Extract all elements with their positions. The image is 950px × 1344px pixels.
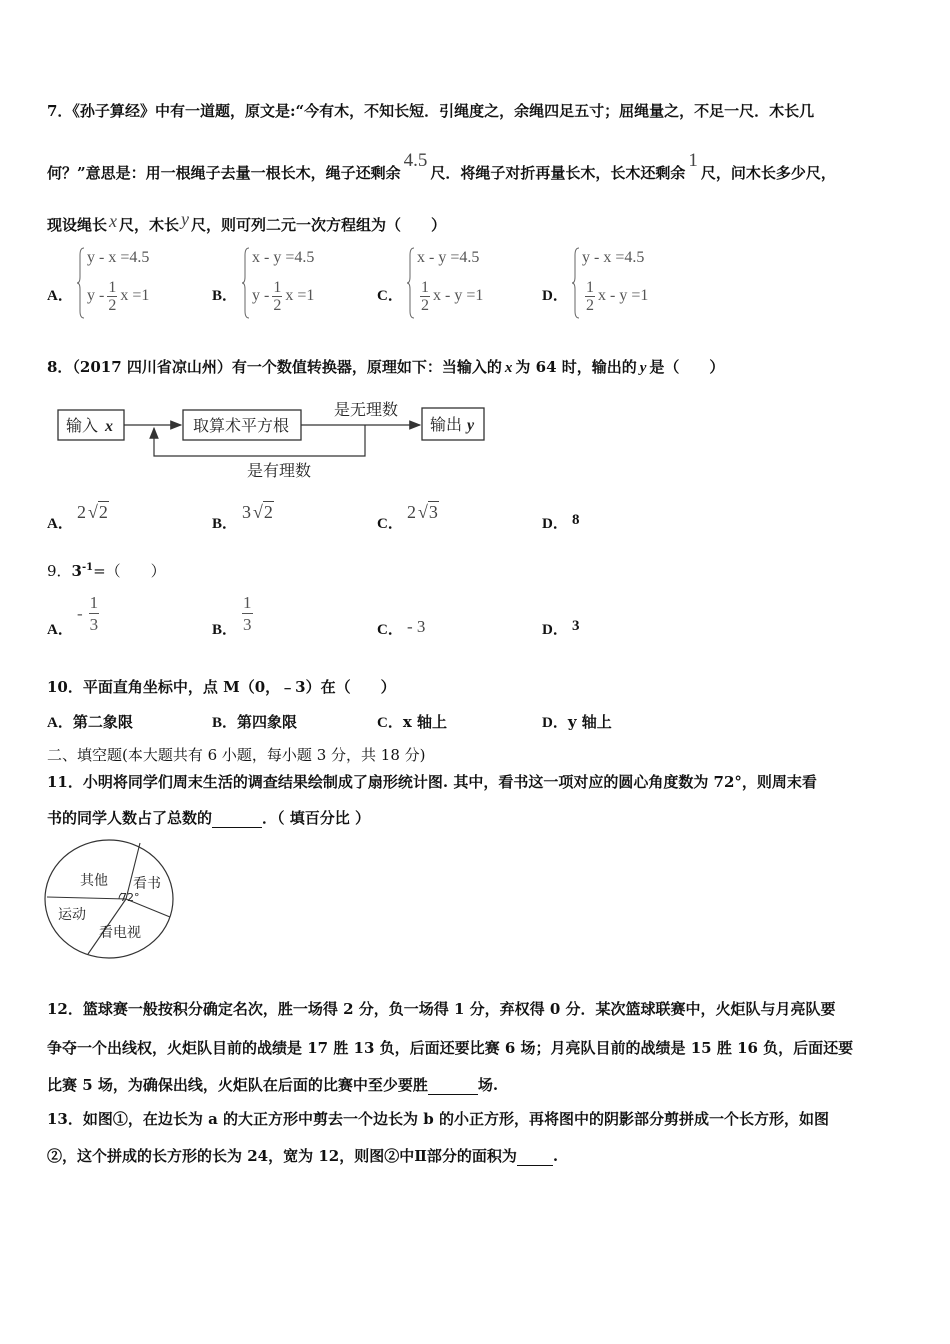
radical-expression: 2 √2 [77, 502, 108, 522]
q7-option-label[interactable]: B． [212, 288, 238, 304]
fraction: $\frac{1}{2}$ [586, 279, 594, 314]
var-y: y [639, 360, 647, 376]
brace-icon [407, 247, 415, 319]
rational-label: 是有理数 [247, 461, 312, 480]
equation-2: y - $\frac{1}{2}$ x =1 [252, 279, 315, 314]
option-value: 3 [572, 618, 580, 634]
output-var: y [467, 417, 475, 434]
fraction: $\frac{1}{2}$ [108, 279, 117, 314]
sqrt-icon: √ [88, 502, 98, 522]
pie-label-sports: 运动 [58, 907, 86, 923]
q13-line2: ②，这个拼成的长方形的长为 24，宽为 12，则图②中Ⅱ部分的面积为 . [47, 1147, 559, 1165]
q11-line1: 11．小明将同学们周末生活的调查结果绘制成了扇形统计图. 其中，看书这一项对应的圆心角度数为 72°，则周末看 [47, 773, 817, 791]
radical-expression: 2 √3 [407, 502, 438, 522]
equation-system [407, 247, 517, 325]
equation-system [77, 247, 187, 325]
var-x: x [504, 360, 513, 376]
q10-stem: 10．平面直角坐标中，点 M（0，﹣3）在（ ） [47, 678, 396, 696]
q8-stem: 8．（2017 四川省凉山州）有一个数值转换器，原理如下：当输入的 x 为 64 时，输出的 y 是（ ） [47, 358, 725, 376]
answer-blank[interactable] [428, 1078, 478, 1095]
q9-option-label[interactable]: B． [212, 622, 238, 638]
q7-line2: 何？”意思是：用一根绳子去量一根长木，绳子还剩余4.5尺．将绳子对折再量长木，长木还剩余1尺，问木长多少尺， [47, 150, 836, 182]
q11-line2: 书的同学人数占了总数的 ．（ 填百分比 ） [47, 809, 370, 827]
pie-label-reading: 看书 [133, 876, 161, 892]
q8-option-label[interactable]: D． [542, 516, 568, 532]
q12-line3: 比赛 5 场，为确保出线，火炬队在后面的比赛中至少要胜 场. [47, 1076, 499, 1094]
section-heading: 二、填空题(本大题共有 6 小题，每小题 3 分，共 18 分) [47, 746, 426, 764]
equation-1: y - x =4.5 [87, 249, 150, 266]
q10-option[interactable]: B．第四象限 [212, 713, 298, 731]
q7-option-label[interactable]: A． [47, 288, 73, 304]
q8-option-label[interactable]: B． [212, 516, 238, 532]
fraction-value: - $\frac{1}{3}$ [77, 593, 99, 634]
irrational-label: 是无理数 [334, 400, 399, 419]
brace-icon [572, 247, 580, 319]
var-x: x [109, 211, 118, 231]
equation-1: x - y =4.5 [417, 249, 480, 266]
pie-label-other: 其他 [80, 873, 108, 889]
q9-option-label[interactable]: C． [377, 622, 403, 638]
brace-icon [242, 247, 250, 319]
q9-stem: 9．$3^{-1}=$（ ） [47, 562, 166, 580]
equation-system [242, 247, 352, 325]
answer-blank[interactable] [212, 811, 262, 828]
q12-line2: 争夺一个出线权，火炬队目前的战绩是 17 胜 13 负，后面还要比赛 6 场；月亮队目前的战绩是 15 胜 16 负，后面还要 [47, 1039, 854, 1057]
sqrt-icon: √ [253, 502, 263, 522]
equation-1: x - y =4.5 [252, 249, 315, 266]
equation-2: $\frac{1}{2}$ x - y =1 [586, 279, 649, 314]
input-var: x [105, 418, 113, 435]
equation-2: $\frac{1}{2}$ x - y =1 [421, 279, 484, 314]
q8-option-label[interactable]: C． [377, 516, 403, 532]
pie-chart [44, 837, 178, 961]
q13-line1: 13．如图①，在边长为 a 的大正方形中剪去一个边长为 b 的小正方形，再将图中的阴影部分剪拼成一个长方形，如图 [47, 1110, 829, 1128]
q9-option-label[interactable]: D． [542, 622, 568, 638]
q10-option[interactable]: A．第二象限 [47, 713, 133, 731]
process-label: 取算术平方根 [193, 416, 290, 435]
q7-option-label[interactable]: C． [377, 288, 403, 304]
q9-option-label[interactable]: A． [47, 622, 73, 638]
converter-flowchart [50, 390, 500, 485]
q7-line1: 7．《孙子算经》中有一道题，原文是:“今有木，不知长短．引绳度之，余绳四足五寸；屈绳量之，不足一尺．木长几 [47, 102, 815, 120]
answer-blank[interactable] [517, 1149, 553, 1166]
q10-option[interactable]: C．x 轴上 [377, 713, 448, 731]
option-value: - 3 [407, 617, 426, 636]
pie-label-tv: 看电视 [99, 925, 141, 941]
q7-option-label[interactable]: D． [542, 288, 568, 304]
pie-angle-label: 72° [120, 891, 140, 904]
output-label: 输出 [430, 415, 463, 434]
q8-option-label[interactable]: A． [47, 516, 73, 532]
fraction: $\frac{1}{2}$ [421, 279, 429, 314]
equation-2: y - $\frac{1}{2}$ x =1 [87, 279, 150, 314]
q12-line1: 12．篮球赛一般按积分确定名次，胜一场得 2 分，负一场得 1 分，弃权得 0 分．某次篮球联赛中，火炬队与月亮队要 [47, 1000, 836, 1018]
q7-line3: 现设绳长 x 尺，木长 y 尺，则可列二元一次方程组为（ ） [47, 209, 447, 234]
q10-option[interactable]: D．y 轴上 [542, 713, 612, 731]
fraction: $\frac{1}{2}$ [273, 279, 282, 314]
value-4-5: 4.5 [403, 150, 428, 171]
equation-1: y - x =4.5 [582, 249, 645, 266]
radical-expression: 3 √2 [242, 502, 273, 522]
equation-system [572, 247, 682, 325]
sqrt-icon: √ [418, 502, 428, 522]
brace-icon [77, 247, 85, 319]
fraction-value: $\frac{1}{3}$ [243, 593, 252, 634]
value-1: 1 [688, 150, 698, 171]
input-label: 输入 [66, 416, 99, 435]
option-value: 8 [572, 512, 580, 528]
var-y: y [181, 209, 190, 229]
